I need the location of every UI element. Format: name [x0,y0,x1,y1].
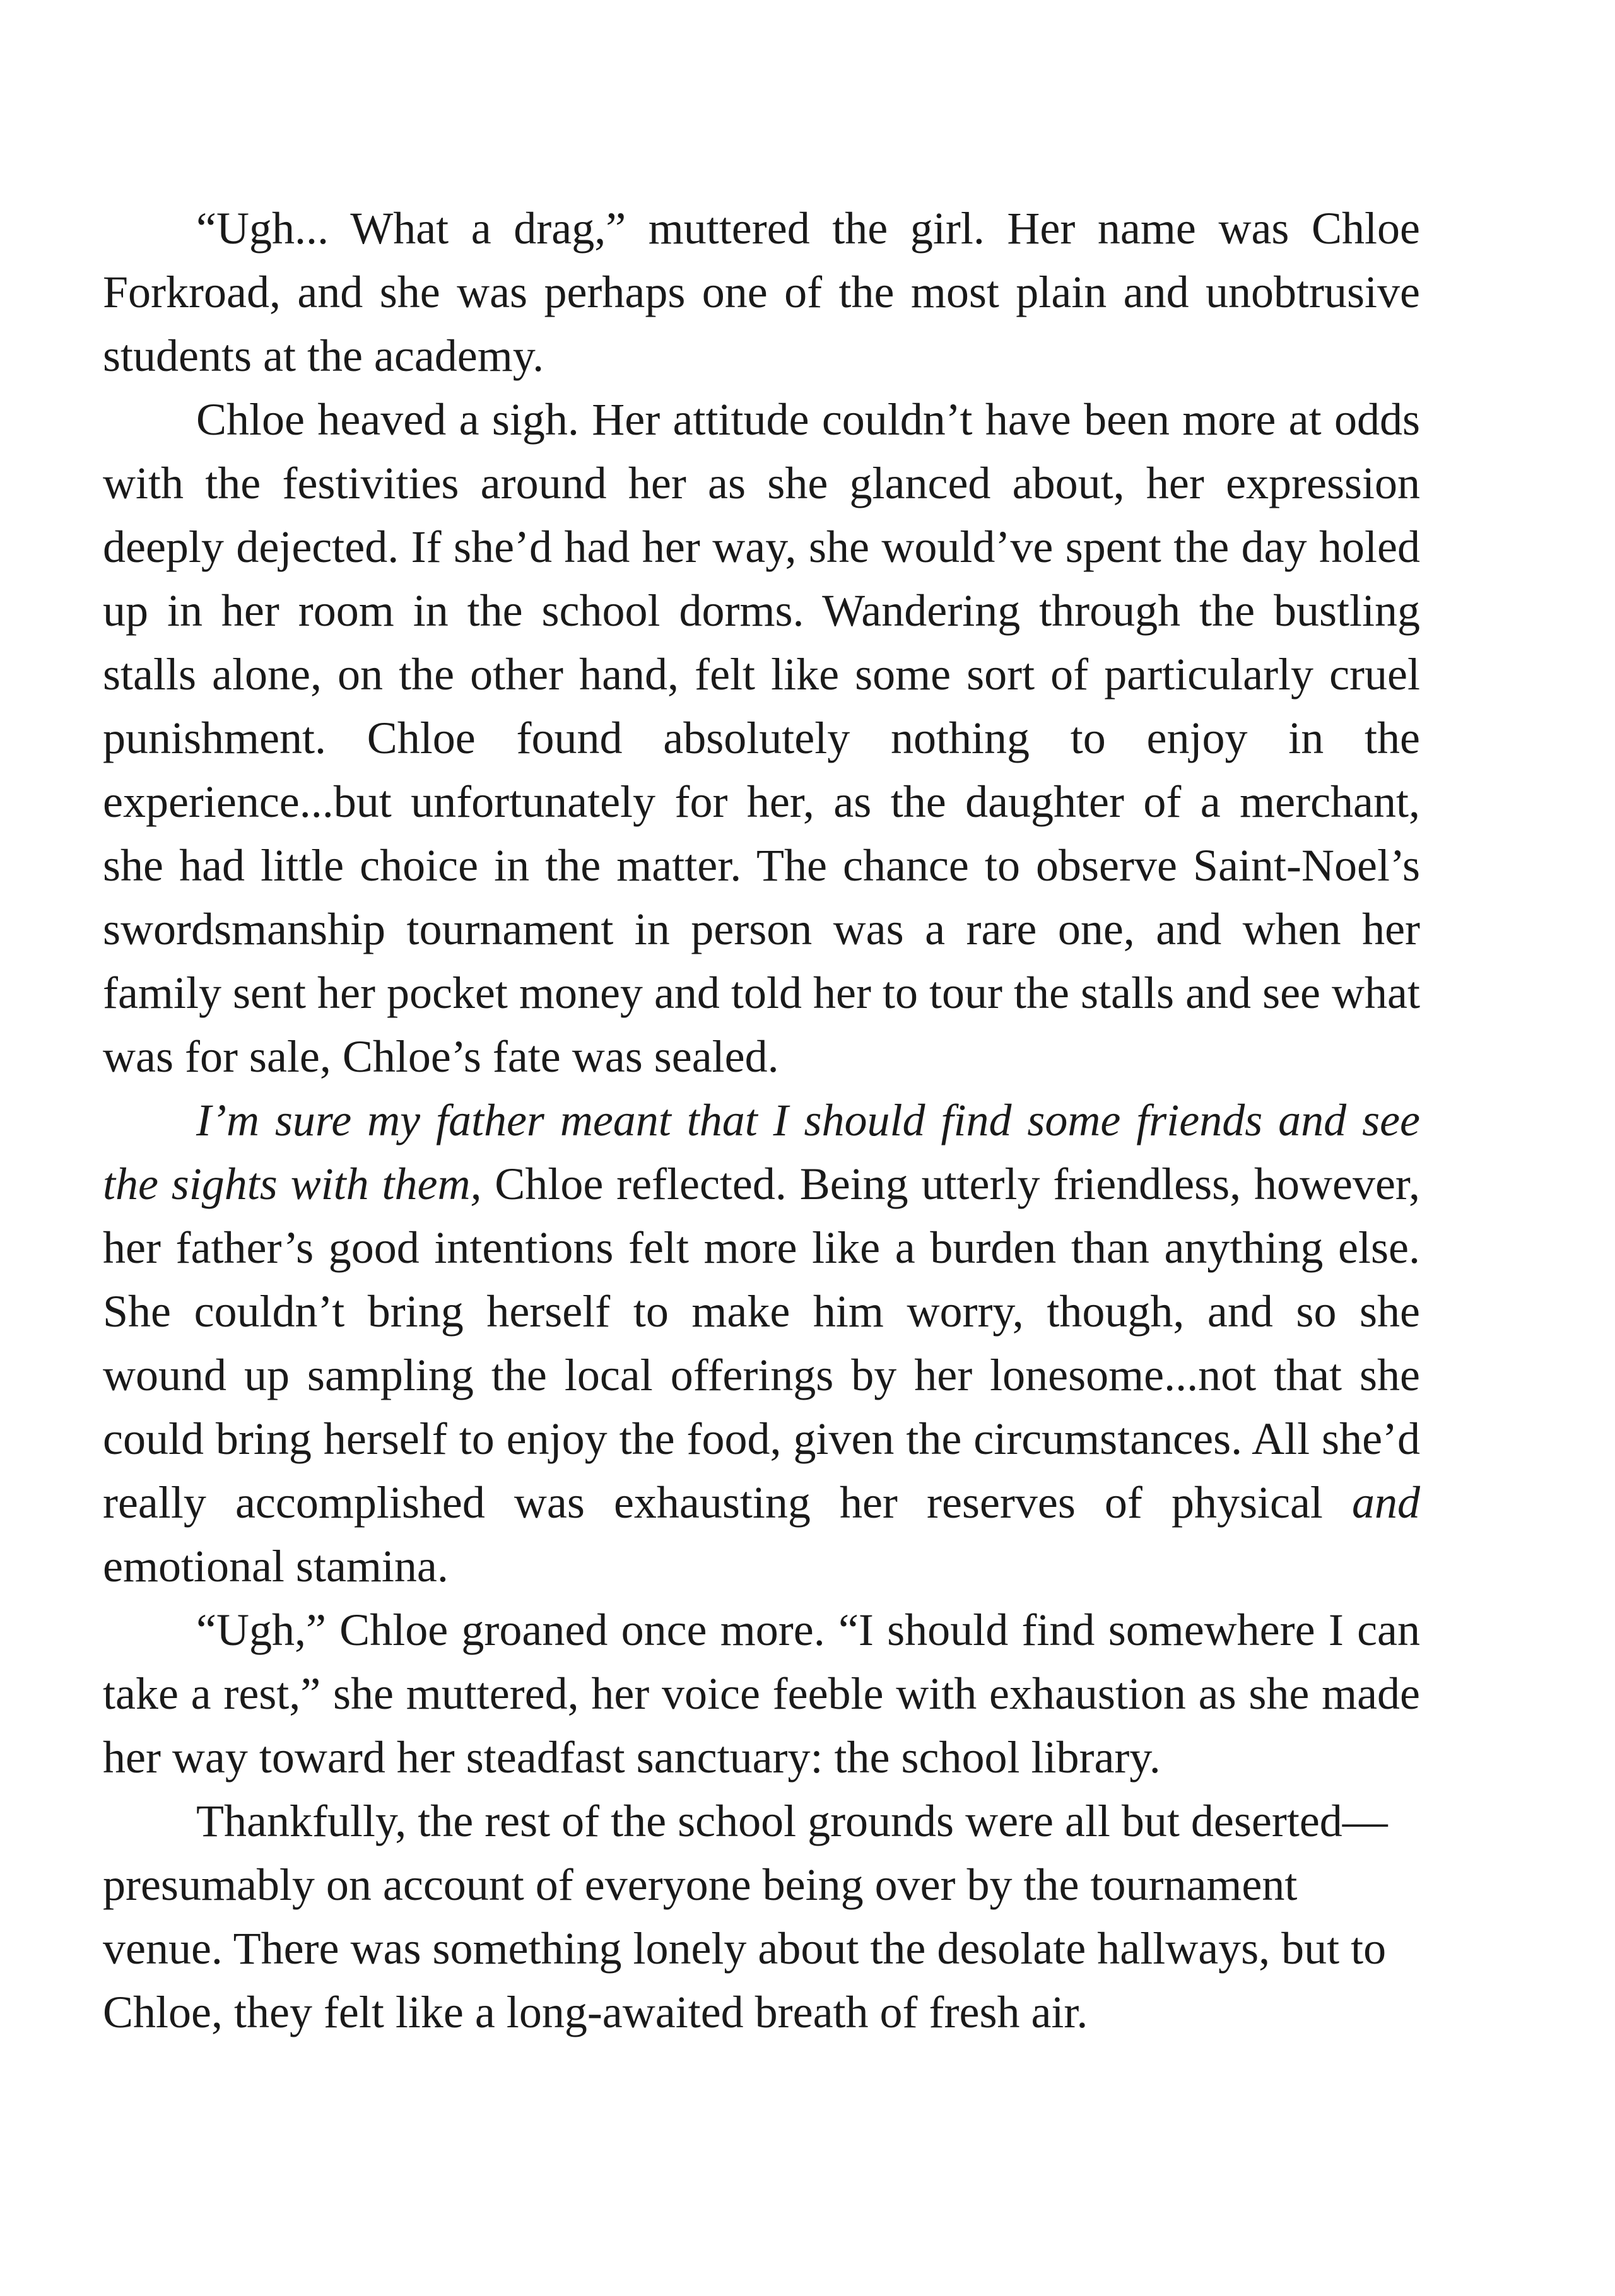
body-text [103,197,1420,2044]
text-segment: Chloe reflected. Being utterly friendless, however, her father’s good intentions felt more like a burden than anything else. She couldn’t bring herself to make him worry, though, and so she wound up sampling the local offerings by her lonesome...not that she could bring herself to enjoy the food, given the circumstances. All she’d really accomplished was exhausting her reserves of physical [103,1159,1421,1528]
paragraph-1 [103,197,1420,388]
paragraph-3 [103,1089,1420,1598]
paragraph-5 [103,1789,1420,2044]
text-segment: emotional stamina. [103,1541,449,1591]
paragraph-2 [103,388,1420,1089]
text-segment: Thankfully, the rest of the school grounds were all but deserted—presumably on account of everyone being over by the tournament venue. There was something lonely about the desolate hallways, but to Chloe, they felt like a long-awaited breath of fresh air. [103,1796,1388,2037]
italic-thought: I’m sure my father meant that I should find some friends and see the sights with them, [103,1095,1420,1209]
italic-emphasis: and [1352,1477,1420,1528]
paragraph-4 [103,1598,1420,1789]
text-segment: Chloe heaved a sigh. Her attitude couldn’t have been more at odds with the festivities around her as she glanced about, her expression deeply dejected. If she’d had her way, she would’ve spent the day holed up in her room in the school dorms. Wandering through the bustling stalls alone, on the other hand, felt like some sort of particularly cruel punishment. Chloe found absolutely nothing to enjoy in the experience...but unfortunately for her, as the daughter of a merchant, she had little choice in the matter. The chance to observe Saint-Noel’s swordsmanship tournament in person was a rare one, and when her family sent her pocket money and told her to tour the stalls and see what was for sale, Chloe’s fate was sealed. [103,394,1420,1082]
text-segment: “Ugh,” Chloe groaned once more. “I should find somewhere I can take a rest,” she muttered, her voice feeble with exhaustion as she made her way toward her steadfast sanctuary: the school library. [103,1605,1420,1783]
text-segment: “Ugh... What a drag,” muttered the girl. Her name was Chloe Forkroad, and she was perhaps one of the most plain and unobtrusive students at the academy. [103,203,1420,381]
